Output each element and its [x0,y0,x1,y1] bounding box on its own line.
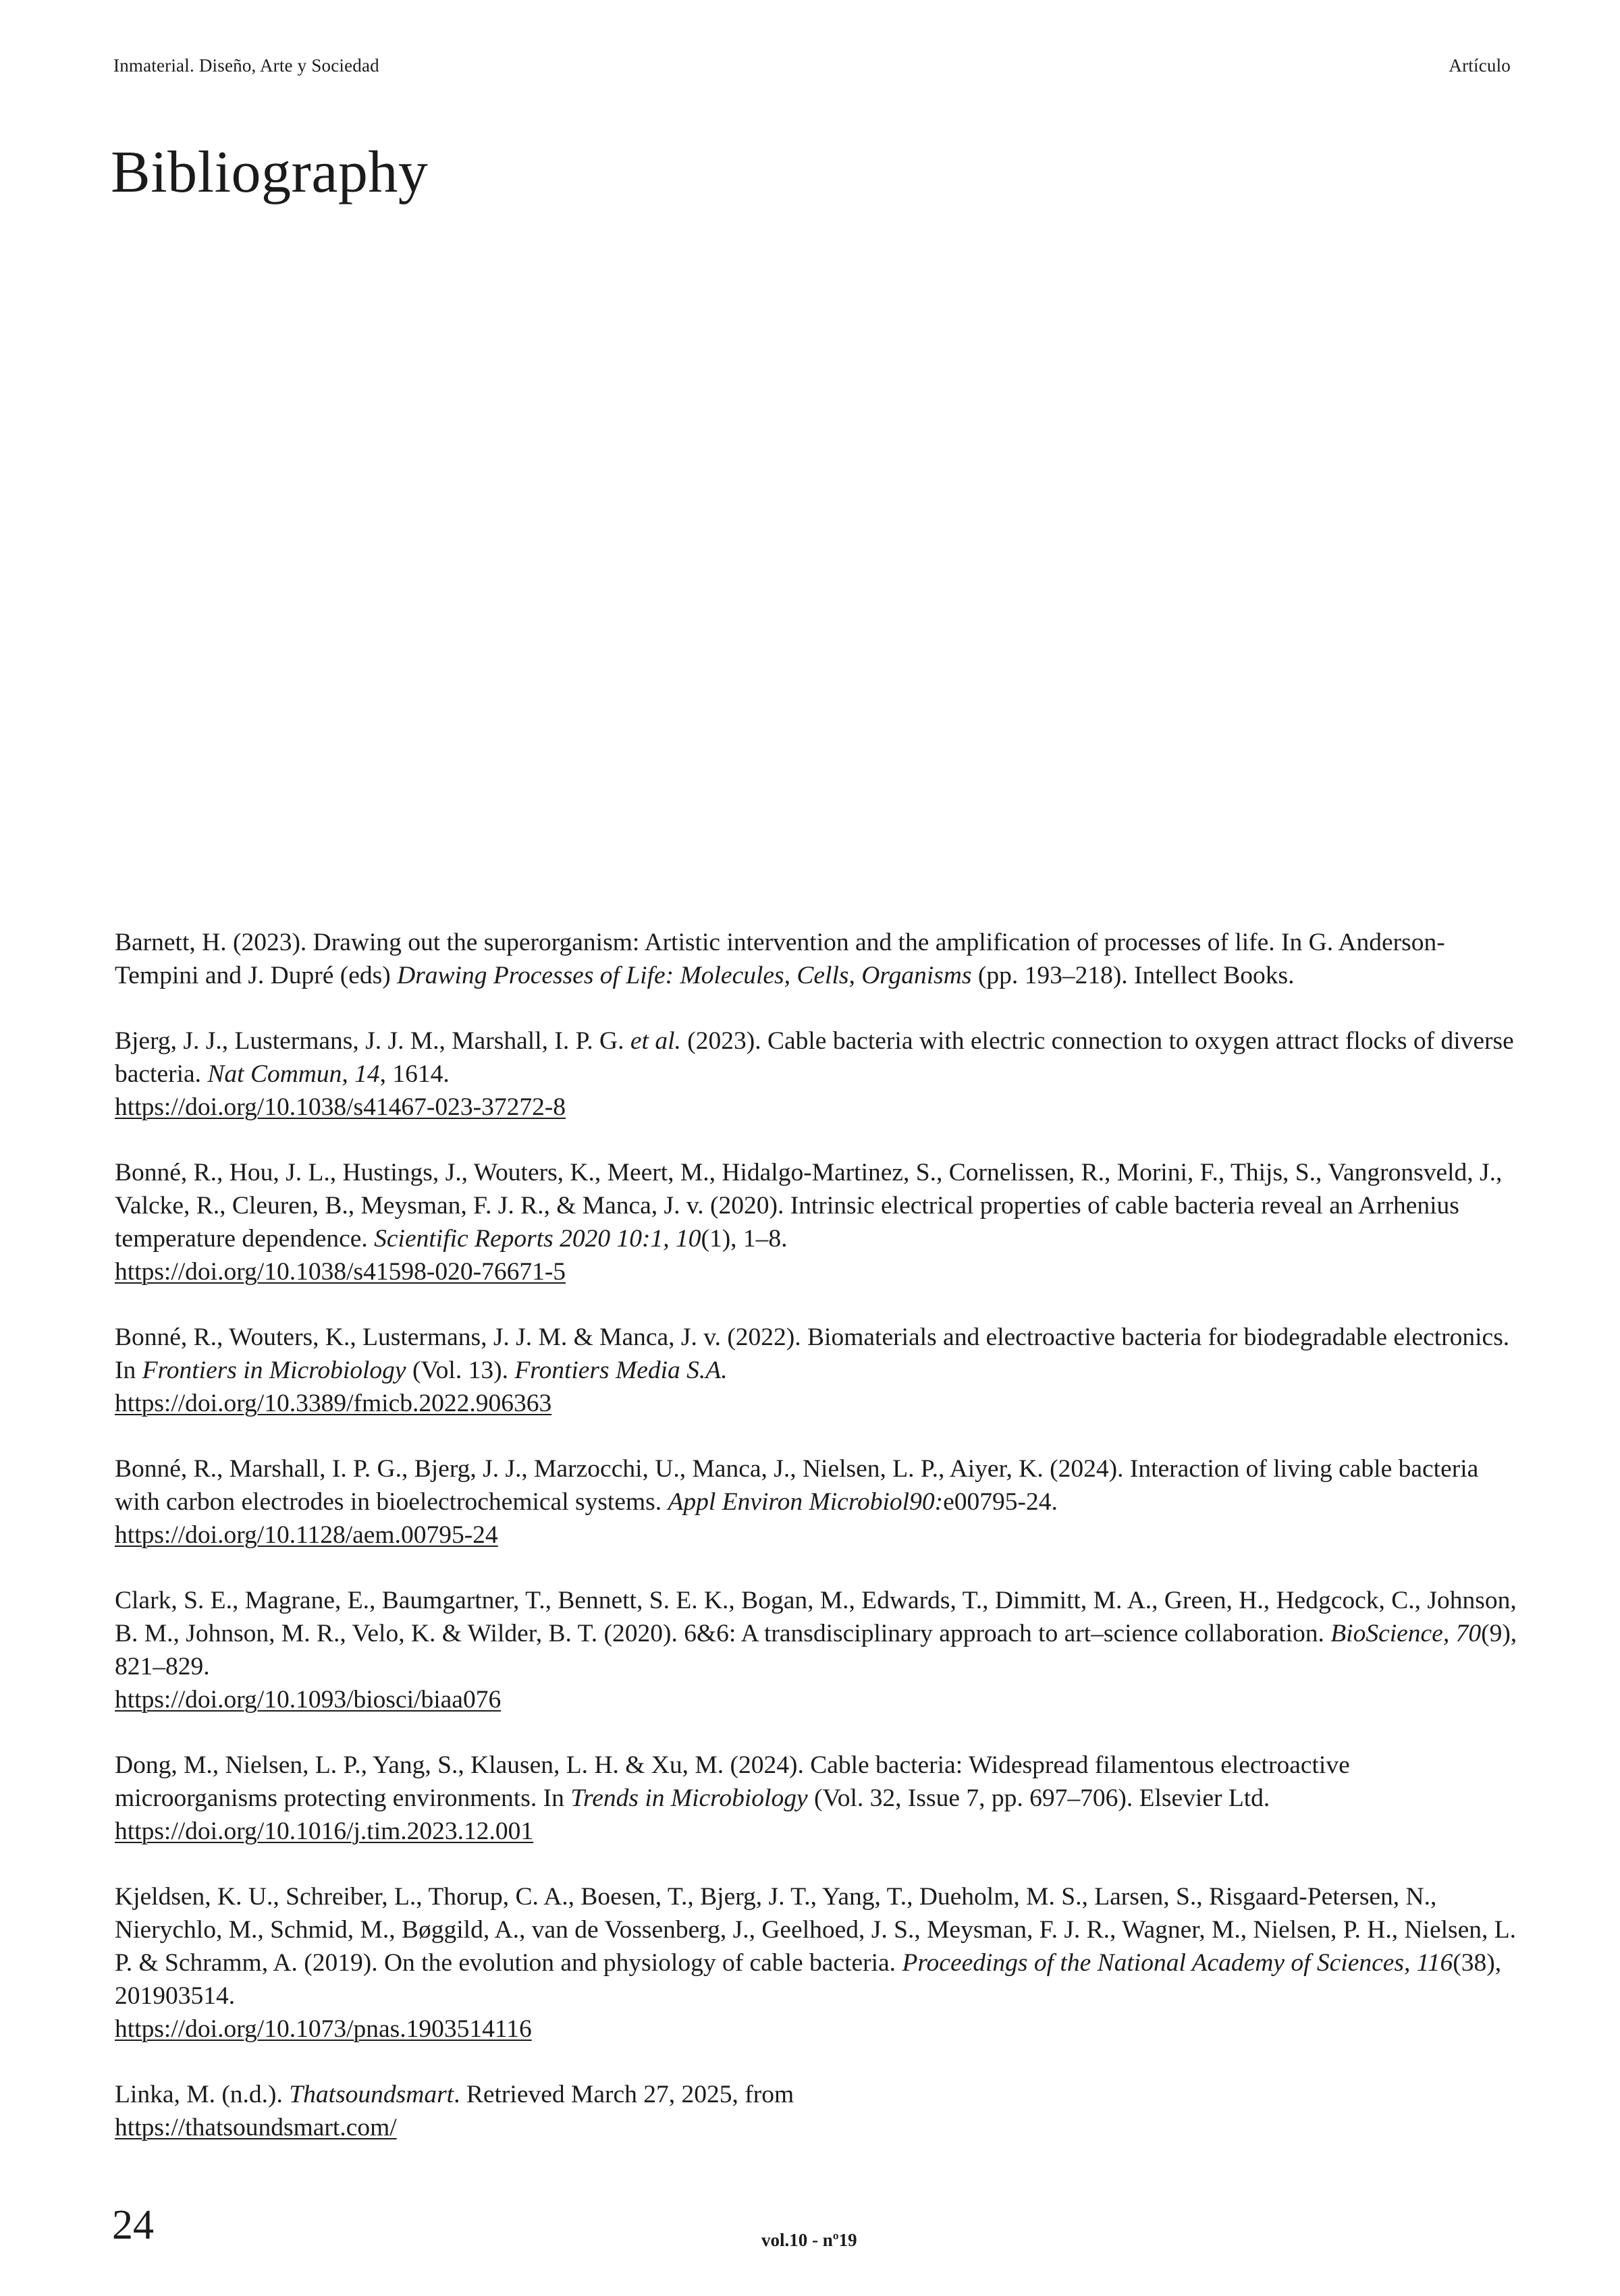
page-number: 24 [112,2202,154,2248]
doi-link[interactable]: https://doi.org/10.1073/pnas.1903514116 [115,2015,532,2043]
doi-link[interactable]: https://doi.org/10.1038/s41467-023-37272-8 [115,1093,566,1121]
reference-item: Kjeldsen, K. U., Schreiber, L., Thorup, C. A., Boesen, T., Bjerg, J. T., Yang, T., Dueholm, M. S., Larsen, S., Risgaard-Petersen, N., Nierychlo, M., Schmid, M., Bøggild, A., van de Vossenberg, J., Geelhoed, J. S., Meysman, F. J. R., Wagner, M., Nielsen, P. H., Nielsen, L. P. & Schramm, A. (2019). On the evolution and physiology of cable bacteria. Proceedings of the National Academy of Sciences, 116(38), 201903514. https://doi.org/10.1073/pnas.1903514116 [115,1883,1517,2043]
reference-item: Bonné, R., Wouters, K., Lustermans, J. J. M. & Manca, J. v. (2022). Biomaterials and electroactive bacteria for biodegradable electronics. In Frontiers in Microbiology (Vol. 13). Frontiers Media S.A. https://doi.org/10.3389/fmicb.2022.906363 [115,1323,1510,1417]
reference-list [115,926,1519,2177]
doi-link[interactable]: https://doi.org/10.1016/j.tim.2023.12.001 [115,1817,534,1845]
section-label: Artículo [1449,55,1511,76]
reference-item: Bonné, R., Marshall, I. P. G., Bjerg, J. J., Marzocchi, U., Manca, J., Nielsen, L. P., Aiyer, K. (2024). Interaction of living cable bacteria with carbon electrodes in bioelectrochemical systems. Appl Environ Microbiol90:e00795-24. https://doi.org/10.1128/aem.00795-24 [115,1455,1479,1549]
reference-item: Dong, M., Nielsen, L. P., Yang, S., Klausen, L. H. & Xu, M. (2024). Cable bacteria: Widespread filamentous electroactive microorganisms protecting environments. In Trends in Microbiology (Vol. 32, Issue 7, pp. 697–706). Elsevier Ltd. https://doi.org/10.1016/j.tim.2023.12.001 [115,1751,1350,1845]
volume-issue: vol.10 - nº19 [761,2230,857,2250]
journal-name: Inmaterial. Diseño, Arte y Sociedad [113,55,379,76]
page-title: Bibliography [111,140,429,205]
web-link[interactable]: https://thatsoundsmart.com/ [115,2114,397,2141]
reference-item: Linka, M. (n.d.). Thatsoundsmart. Retrieved March 27, 2025, from https://thatsoundsmart.com/ [115,2081,794,2141]
reference-item: Clark, S. E., Magrane, E., Baumgartner, T., Bennett, S. E. K., Bogan, M., Edwards, T., Dimmitt, M. A., Green, H., Hedgcock, C., Johnson, B. M., Johnson, M. R., Velo, K. & Wilder, B. T. (2020). 6&6: A transdisciplinary approach to art–science collaboration. BioScience, 70(9), 821–829. https://doi.org/10.1093/biosci/biaa076 [115,1587,1517,1714]
reference-item: Bonné, R., Hou, J. L., Hustings, J., Wouters, K., Meert, M., Hidalgo-Martinez, S., Cornelissen, R., Morini, F., Thijs, S., Vangronsveld, J., Valcke, R., Cleuren, B., Meysman, F. J. R., & Manca, J. v. (2020). Intrinsic electrical properties of cable bacteria reveal an Arrhenius temperature dependence. Scientific Reports 2020 10:1, 10(1), 1–8. https://doi.org/10.1038/s41598-020-76671-5 [115,1159,1503,1286]
doi-link[interactable]: https://doi.org/10.1038/s41598-020-76671-5 [115,1258,566,1286]
doi-link[interactable]: https://doi.org/10.1128/aem.00795-24 [115,1521,498,1549]
reference-item: Barnett, H. (2023). Drawing out the superorganism: Artistic intervention and the amplification of processes of life. In G. Anderson-Tempini and J. Dupré (eds) Drawing Processes of Life: Molecules, Cells, Organisms (pp. 193–218). Intellect Books. [115,929,1445,989]
doi-link[interactable]: https://doi.org/10.3389/fmicb.2022.906363 [115,1390,552,1417]
reference-item: Bjerg, J. J., Lustermans, J. J. M., Marshall, I. P. G. et al. (2023). Cable bacteria with electric connection to oxygen attract flocks of diverse bacteria. Nat Commun, 14, 1614. https://doi.org/10.1038/s41467-023-37272-8 [115,1027,1514,1121]
doi-link[interactable]: https://doi.org/10.1093/biosci/biaa076 [115,1686,502,1714]
